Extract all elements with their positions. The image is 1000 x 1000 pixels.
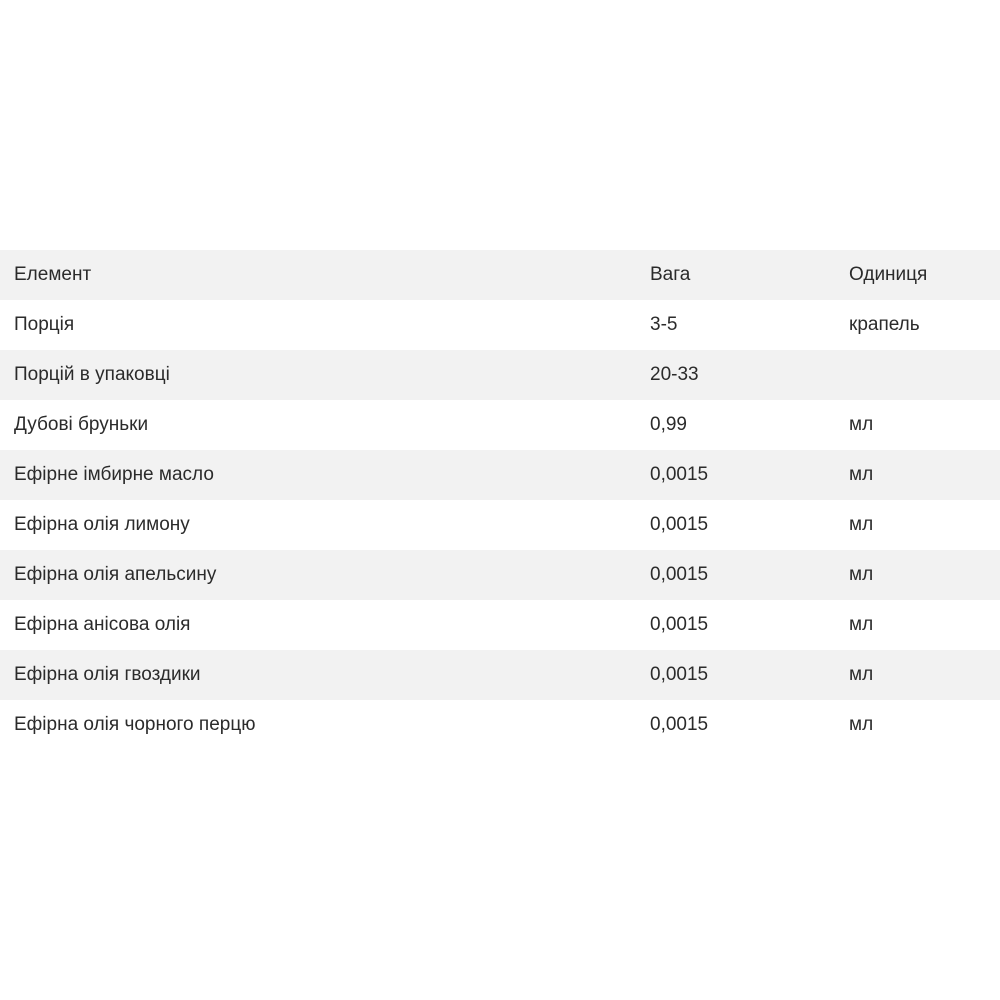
header-weight: Вага bbox=[650, 264, 691, 285]
cell-unit: мл bbox=[849, 614, 874, 635]
cell-element: Ефірна олія апельсину bbox=[14, 564, 217, 585]
header-unit: Одиниця bbox=[849, 264, 928, 285]
cell-weight: 0,0015 bbox=[650, 564, 709, 585]
cell-weight: 20-33 bbox=[650, 364, 699, 385]
cell-element: Дубові бруньки bbox=[14, 414, 149, 435]
cell-weight: 0,0015 bbox=[650, 614, 709, 635]
table-header-row bbox=[0, 250, 1000, 300]
ingredients-table bbox=[0, 250, 1000, 750]
table-row bbox=[0, 450, 1000, 500]
table-row bbox=[0, 500, 1000, 550]
table-row bbox=[0, 350, 1000, 400]
cell-weight: 0,99 bbox=[650, 414, 687, 435]
cell-unit: крапель bbox=[849, 314, 920, 335]
cell-weight: 0,0015 bbox=[650, 714, 709, 735]
table-row bbox=[0, 550, 1000, 600]
cell-weight: 0,0015 bbox=[650, 664, 709, 685]
cell-unit: мл bbox=[849, 464, 874, 485]
cell-unit: мл bbox=[849, 564, 874, 585]
cell-element: Порція bbox=[14, 314, 75, 335]
cell-element: Ефірна олія лимону bbox=[14, 514, 190, 535]
cell-unit: мл bbox=[849, 714, 874, 735]
cell-element: Ефірна олія чорного перцю bbox=[14, 714, 256, 735]
cell-element: Ефірне імбирне масло bbox=[14, 464, 214, 485]
cell-weight: 3-5 bbox=[650, 314, 678, 335]
table-row bbox=[0, 600, 1000, 650]
table-row bbox=[0, 400, 1000, 450]
cell-element: Порцій в упаковці bbox=[14, 364, 170, 385]
cell-element: Ефірна олія гвоздики bbox=[14, 664, 201, 685]
ingredients-table-container bbox=[0, 250, 1000, 750]
cell-element: Ефірна анісова олія bbox=[14, 614, 191, 635]
cell-unit bbox=[835, 350, 1000, 400]
cell-unit: мл bbox=[849, 514, 874, 535]
cell-unit: мл bbox=[849, 664, 874, 685]
cell-weight: 0,0015 bbox=[650, 514, 709, 535]
table-row bbox=[0, 650, 1000, 700]
cell-weight: 0,0015 bbox=[650, 464, 709, 485]
table-row bbox=[0, 700, 1000, 750]
table-row bbox=[0, 300, 1000, 350]
header-element: Елемент bbox=[14, 264, 92, 285]
cell-unit: мл bbox=[849, 414, 874, 435]
